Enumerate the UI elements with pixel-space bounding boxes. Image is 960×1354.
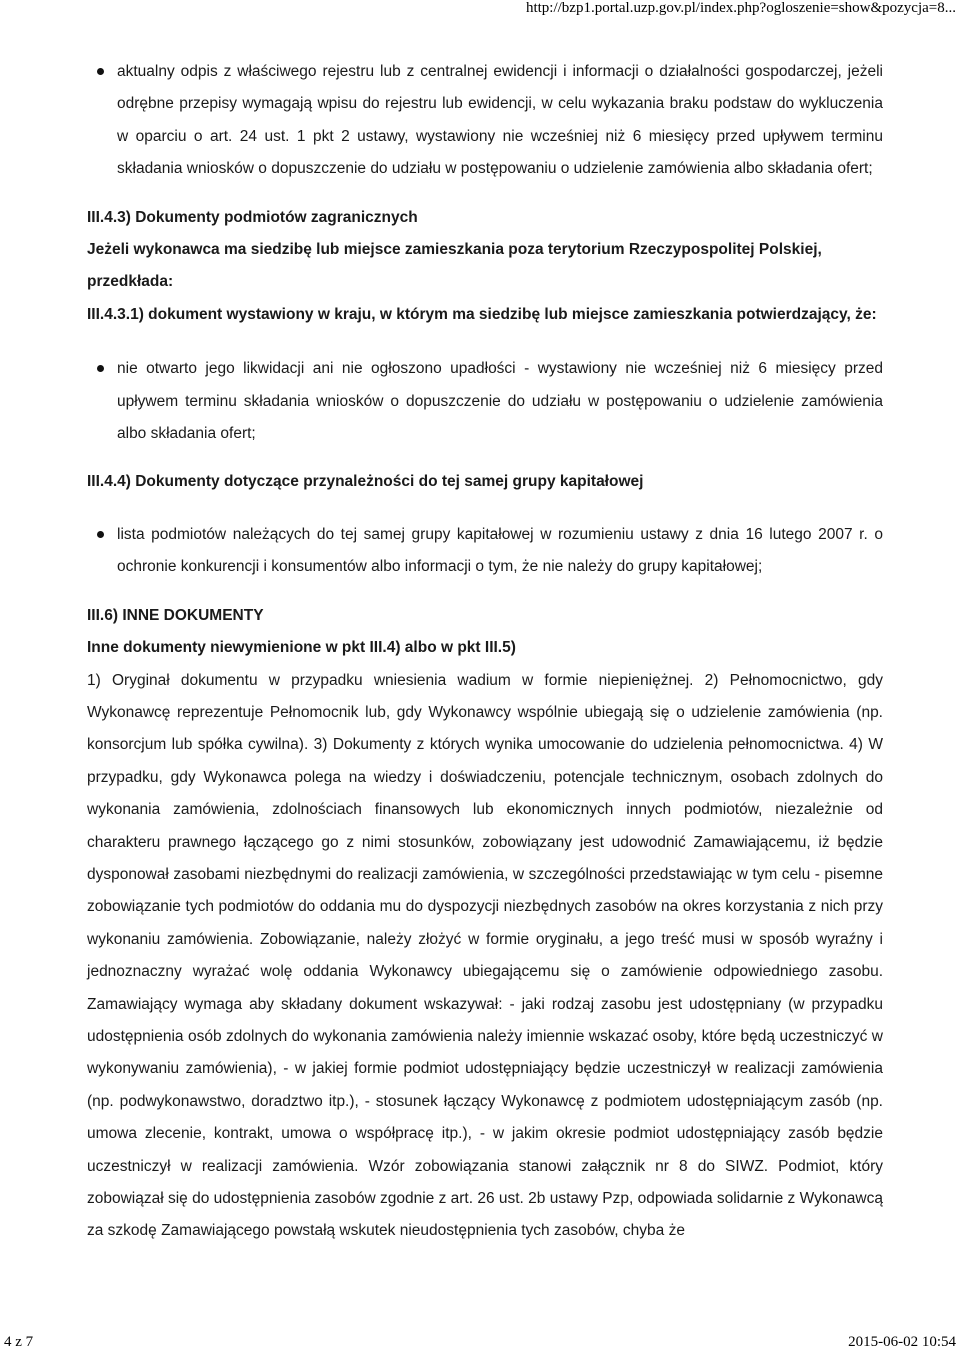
- list-item: lista podmiotów należących do tej samej grupy kapitałowej w rozumieniu ustawy z dnia 16 lutego 2007 r. o ochronie konkurencji i konsumentów albo informacji o tym, że nie należy do grupy kapitałowej;: [87, 519, 883, 584]
- section-subheading: Inne dokumenty niewymienione w pkt III.4) albo w pkt III.5): [87, 639, 516, 657]
- page-number: 4 z 7: [4, 1334, 34, 1350]
- document-content: [87, 56, 883, 1248]
- section-heading: III.6) INNE DOKUMENTY: [87, 606, 264, 624]
- section-heading: III.4.3) Dokumenty podmiotów zagranicznych: [87, 208, 418, 226]
- list-item: aktualny odpis z właściwego rejestru lub z centralnej ewidencji i informacji o działalności gospodarczej, jeżeli odrębne przepisy wymagają wpisu do rejestru lub ewidencji, w celu wykazania braku podstaw do wykluczenia w oparciu o art. 24 ust. 1 pkt 2 ustawy, wystawiony nie wcześniej niż 6 miesięcy przed upływem terminu składania wniosków o dopuszczenie do udziału w postępowaniu o udzielenie zamówienia albo składania ofert;: [87, 56, 883, 186]
- print-datetime: 2015-06-02 10:54: [848, 1334, 956, 1350]
- section-heading: III.4.4) Dokumenty dotyczące przynależności do tej samej grupy kapitałowej: [87, 473, 644, 491]
- body-paragraph: 1) Oryginał dokumentu w przypadku wniesienia wadium w formie niepieniężnej. 2) Pełnomocnictwo, gdy Wykonawcę reprezentuje Pełnomocnik lub, gdy Wykonawcy wspólnie ubiegają się o udzielenie zamówienia (np. konsorcjum lub spółka cywilna). 3) Dokumenty z których wynika umocowanie do udzielenia pełnomocnictwa. 4) W przypadku, gdy Wykonawca polega na wiedzy i doświadczeniu, potencjale technicznym, osobach zdolnych do wykonania zamówienia, zdolnościach finansowych lub ekonomicznych innych podmiotów, niezależnie od charakteru prawnego łączącego go z nimi stosunków, zobowiązany jest udowodnić Zamawiającemu, iż będzie dysponował zasobami niezbędnymi do realizacji zamówienia, w szczególności przedstawiając w tym celu - pisemne zobowiązanie tych podmiotów do oddania mu do dyspozycji niezbędnych zasobów na okres korzystania z nich przy wykonaniu zamówienia. Zobowiązanie, należy złożyć w formie oryginału, a jego treść musi w sposób wyraźny i jednoznaczny wyrażać wolę oddania Wykonawcy ubiegającemu się o zamówienie odpowiedniego zasobu. Zamawiający wymaga aby składany dokument wskazywał: - jaki rodzaj zasobu jest udostępniany (w przypadku udostępnienia osób zdolnych do wykonania zamówienia należy imiennie wskazać osoby, które będą uczestniczyć w wykonywaniu zamówienia), - w jakiej formie podmiot udostępniający będzie uczestniczył w realizacji zamówienia (np. podwykonawstwo, doradztwo itp.), - stosunek łączący Wykonawcę z podmiotem udostępniającym zasób (np. umowa zlecenie, kontrakt, umowa o współpracę itp.), - w jakim okresie podmiot udostępniający zasób będzie uczestniczył w realizacji zamówienia. Wzór zobowiązania stanowi załącznik nr 8 do SIWZ. Podmiot, który zobowiązał się do udostępnienia zasobów zgodnie z art. 26 ust. 2b ustawy Pzp, odpowiada solidarnie z Wykonawcą za szkodę Zamawiającego powstałą wskutek nieudostępnienia tych zasobów, chyba że: [87, 671, 883, 1240]
- section-heading: III.4.3.1) dokument wystawiony w kraju, w którym ma siedzibę lub miejsce zamieszkania potwierdzający, że:: [87, 305, 877, 323]
- list-item: nie otwarto jego likwidacji ani nie ogłoszono upadłości - wystawiony nie wcześniej niż 6 miesięcy przed upływem terminu składania wniosków o dopuszczenie do udziału w postępowaniu o udzielenie zamówienia albo składania ofert;: [87, 353, 883, 450]
- section-subheading: Jeżeli wykonawca ma siedzibę lub miejsce zamieszkania poza terytorium Rzeczypospolitej Polskiej, przedkłada:: [87, 241, 822, 291]
- page-url: http://bzp1.portal.uzp.gov.pl/index.php?ogloszenie=show&pozycja=8...: [525, 0, 956, 16]
